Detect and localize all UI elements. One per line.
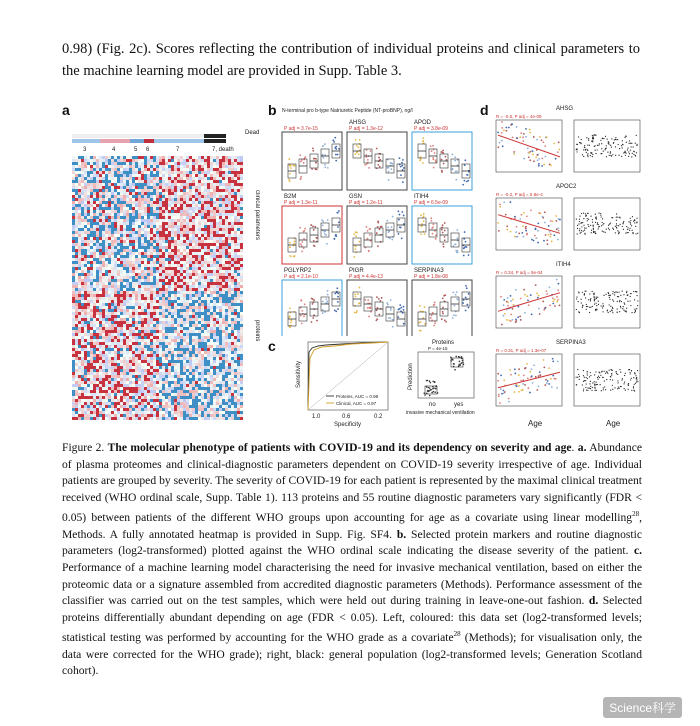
panel-c-label: c <box>268 338 276 354</box>
scatter-title: APOC2 <box>556 184 577 190</box>
caption-title: The molecular phenotype of patients with COVID-19 and its dependency on severity and age <box>107 441 572 454</box>
heatmap-group-label: 5 <box>134 147 138 153</box>
roc-xtick: 0.2 <box>374 414 383 420</box>
boxplot-grid <box>282 120 472 336</box>
scatter-title: ITIH4 <box>556 262 571 268</box>
scatter-stats: R = 0.34, P adj = 5e-04 <box>496 270 543 275</box>
boxplot-pvalue: P adj = 4.4e-13 <box>349 274 383 280</box>
caption-ref: 28 <box>453 630 461 639</box>
boxplot-title: PIGR <box>349 268 364 274</box>
box-xlabel: invasive mechanical ventilation <box>406 410 475 416</box>
caption-b-text: Selected protein markers and routine diagnostic parameters (log2-transformed) plotted against the WHO ordinal scale indicating the disease severity of the patient. <box>62 527 642 558</box>
boxplot-title: ITIH4 <box>414 194 429 200</box>
watermark: Science科学 <box>603 697 682 718</box>
scatter-title: AHSG <box>556 106 574 112</box>
caption-ref: 28 <box>632 510 640 519</box>
heatmap-group-bar <box>72 134 226 143</box>
caption-d-label: d. <box>588 594 599 608</box>
heatmap-cells <box>72 156 243 420</box>
panel-b-boxplots <box>278 106 478 336</box>
figure-2 <box>60 100 650 430</box>
roc-ylabel: Sensitivity <box>296 360 302 388</box>
boxplot-title: AHSG <box>349 120 367 126</box>
boxplot-pvalue: P adj = 1.8e-08 <box>414 274 448 280</box>
boxplot-pvalue: P adj = 3.7e-15 <box>284 126 318 132</box>
heatmap-group-label: 7, death <box>212 147 234 153</box>
heatmap-side-label-clinical: clinical parameters <box>254 190 260 241</box>
boxplot-pvalue: P adj = 6.5e-09 <box>414 200 448 206</box>
box-p: P = 4e-15 <box>428 346 448 351</box>
scatter-title: SERPINA3 <box>556 340 586 346</box>
roc-xlabel: Specificity <box>334 422 362 428</box>
caption-fig-label: Figure 2. <box>62 441 105 454</box>
heatmap-group-label: 7 <box>176 147 180 153</box>
heatmap-dead-label: Dead <box>245 130 260 136</box>
boxplot-title: APOD <box>414 120 432 126</box>
boxplot-title: PGLYRP2 <box>284 268 312 274</box>
panel-b-first-title: N-terminal pro b-type Natriuretic Peptide (NT-proBNP), ng/l <box>282 108 413 114</box>
boxplot-title: B2M <box>284 194 297 200</box>
panel-d-xlabel-right: Age <box>606 419 621 428</box>
heatmap-group-label: 3 <box>83 147 87 153</box>
roc-legend-proteins: Proteins, AUC = 0.98 <box>336 394 379 399</box>
caption-a-text2: , Methods. A fully annotated heatmap is provided in Supp. Fig. SF4. <box>62 511 642 541</box>
heatmap-group-label: 6 <box>146 147 150 153</box>
roc-legend-clinical: Clinical, AUC = 0.97 <box>336 401 377 406</box>
heatmap <box>60 120 260 430</box>
roc-xtick: 1.0 <box>312 414 321 420</box>
heatmap-side-label-proteins: proteins <box>254 320 260 342</box>
panel-c-plots <box>282 338 478 430</box>
scatter-stats: R = -0.2, P adj = 5.8e-4 <box>496 192 543 197</box>
boxplot-pvalue: P adj = 3.8e-09 <box>414 126 448 132</box>
heatmap-group-labels <box>83 147 234 153</box>
box-xtick-no: no <box>429 402 436 408</box>
panel-d-scatters <box>492 104 650 430</box>
boxplot-pvalue: P adj = 1.3e-11 <box>284 200 318 206</box>
panel-b-label: b <box>268 102 277 118</box>
box-xtick-yes: yes <box>454 402 464 408</box>
scatter-stats: R = 0.31, P adj = 1.3e-07 <box>496 348 547 353</box>
caption-a-text: Abundance of plasma proteomes and clinical-diagnostic parameters dependent on COVID-19 severity irrespective of age. Individual patients are grouped by severity. The severity of COVID-19 for each patient is represented by the maximal clinical treatment received (WHO ordinal scale, Supp. Table 1). 113 proteins and 55 routine diagnostic parameters vary significantly (FDR < 0.05) between patients of the different WHO groups upon accounting for age as a covariate using linear modelling <box>62 441 643 525</box>
box-title: Proteins <box>432 340 455 346</box>
figure-caption: Figure 2. The molecular phenotype of patients with COVID-19 and its dependency on severity and age. a. Abundance of plasma proteomes and clinical-diagnostic parameters dependent on COVID-19 severity irrespective of age. Individual patients are grouped by severity. The severity of COVID-19 for each patient is represented by the maximal clinical treatment received (WHO ordinal scale, Supp. Table 1). 113 proteins and 55 routine diagnostic parameters vary significantly (FDR < 0.05) between patients of the different WHO groups upon accounting for age as a covariate using linear modelling$^{28}$, Methods. A fully annotated heatmap is provided in Supp. Fig. SF4. b. Selected protein markers and routine diagnostic parameters (log2-transformed) plotted against the WHO ordinal scale indicating the disease severity of the patient. c. Performance of a machine learning model characterising the need for invasive mechanical ventilation, based on either the proteomic data or a signature assembled from accredited diagnostic parameters (Methods). Performance assessment of the classifier was carried out on the test samples, which were held out during training in leave-one-out fashion. d. Selected proteins differentially abundant depending on age (FDR < 0.05). Left, coloured: this data set (log2-transformed levels; statistical testing was performed by accounting for the WHO grade as a covariate$^{28}$ (Methods); for visualisation only, the data were corrected for the WHO grade); right, black: general population (log2-transformed levels; Generation Scotland cohort). <box>62 441 643 678</box>
boxplot-title: GSN <box>349 194 363 200</box>
panel-d-label: d <box>480 102 489 118</box>
panel-d-xlabel-left: Age <box>528 419 543 428</box>
heatmap-group-label: 4 <box>112 147 116 153</box>
boxplot-pvalue: P adj = 1.2e-11 <box>349 200 383 206</box>
caption-c-text: Performance of a machine learning model characterising the need for invasive mechanical ventilation, based on either the proteomic data or a signature assembled from accredited diagnostic parameters (Methods). Performance assessment of the classifier was carried out on the test samples, which were held out during training in leave-one-out fashion. <box>62 561 642 608</box>
boxplot-pvalue: P adj = 2.1e-10 <box>284 274 318 280</box>
caption-c-label: c. <box>633 544 642 558</box>
boxplot-title: SERPINA3 <box>414 268 444 274</box>
caption-d-text: Selected proteins differentially abundant depending on age (FDR < 0.05). Left, coloured: this data set (log2-transformed levels; statistical testing was performed by accounting for the WHO grade as a covariate <box>62 594 642 645</box>
boxplot-pvalue: P adj = 1.3e-12 <box>349 126 383 132</box>
roc-xtick: 0.6 <box>342 414 351 420</box>
caption-a-label: a. <box>577 441 587 454</box>
intro-paragraph: 0.98) (Fig. 2c). Scores reflecting the contribution of individual proteins and clinical parameters to the machine learning model are provided in Supp. Table 3. <box>62 41 640 79</box>
scatter-stats: R = -0.5, P adj = 4e-09 <box>496 114 542 119</box>
caption-d-text2: (Methods); for visualisation only, the data were corrected for the WHO grade); right, black: general population (log2-transformed levels; Generation Scotland cohort). <box>62 631 643 678</box>
box-ylabel: Prediction <box>408 363 414 390</box>
caption-b-label: b. <box>396 527 407 541</box>
panel-a-label: a <box>62 102 70 118</box>
